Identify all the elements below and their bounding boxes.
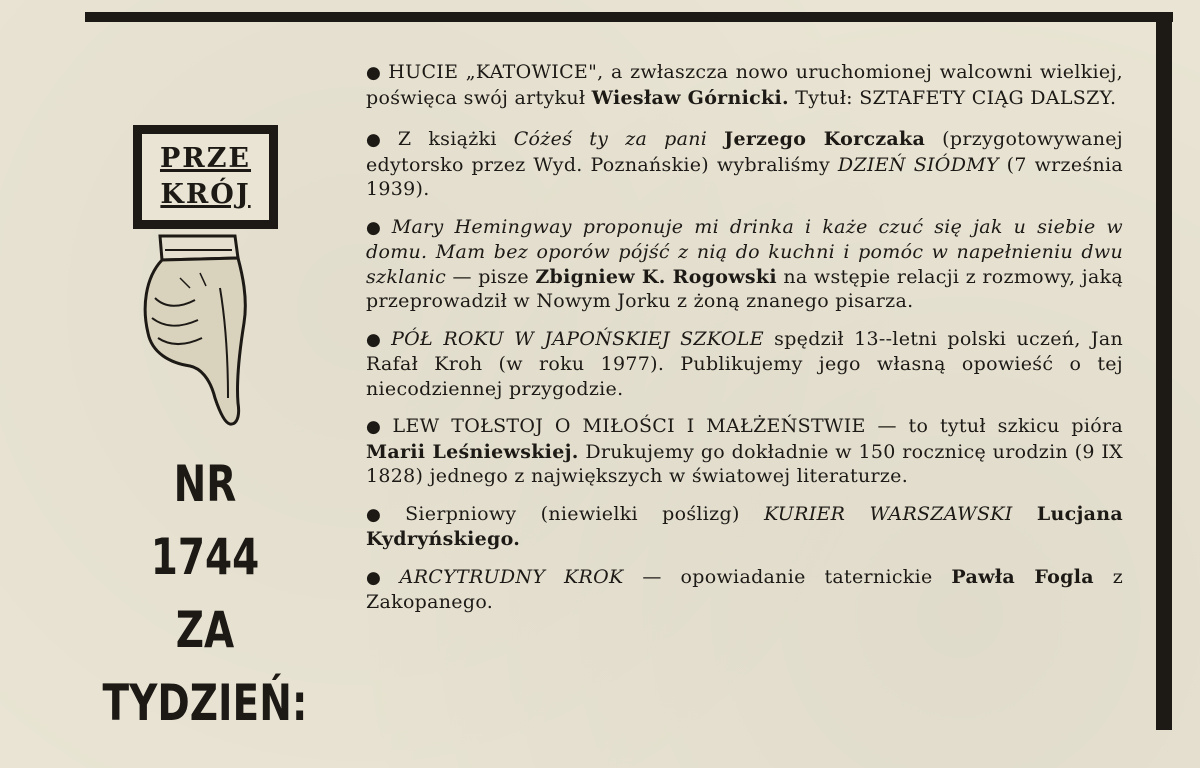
bullet-icon: ● [366,130,392,150]
frame-right-border [1156,12,1172,730]
list-item: ● ARCYTRUDNY KROK — opowiadanie taternickie Pawła Fogla z Zakopanego. [366,565,1124,613]
bullet-icon: ● [366,217,386,238]
issue-number: 1744 [150,528,260,586]
contents-column [366,60,1123,628]
frame-top-border [85,12,1173,22]
issue-label-za: ZA [175,601,235,659]
list-item: ● Mary Hemingway proponuje mi drinka i każe czuć się jak u siebie w domu. Mam bez oporów pójść z nią do kuchni i pomóc w napełnieniu dwu szklanic — pisze Zbigniew K. Rogowski na wstępie relacji z rozmowy, jaką przeprowadził w Nowym Jorku z żoną znanego pisarza. [366,215,1124,312]
list-item: ● LEW TOŁSTOJ O MIŁOŚCI I MAŁŻEŃSTWIE — to tytuł szkicu pióra Marii Leśniewskiej. Drukujemy go dokładnie w 150 rocznicę urodzin (9 IX 1828) jednego z największych w światowej literaturze. [366,415,1124,487]
list-item: ● Z książki Cóżeś ty za pani Jerzego Korczaka (przygotowywanej edytorsko przez Wyd. Poznańskie) wybraliśmy DZIEŃ SIÓDMY (7 września 1939). [366,128,1123,200]
logo-line-2: KRÓJ [160,179,251,210]
issue-label-nr: NR [173,455,237,513]
pointing-hand-icon [140,228,258,428]
bullet-icon: ● [366,329,386,350]
przekroj-logo [133,125,278,229]
logo-line-1: PRZE [159,143,252,174]
list-item: ● HUCIE „KATOWICE", a zwłaszcza nowo uruchomionej walcowni wielkiej, poświęca swój artykuł Wiesław Górnicki. Tytuł: SZTAFETY CIĄG DALSZY. [366,61,1123,109]
bullet-icon: ● [366,63,383,83]
issue-label-tydzien: TYDZIEŃ: [102,674,308,732]
bullet-icon: ● [366,504,400,525]
bullet-icon: ● [366,417,387,437]
bullet-icon: ● [366,567,394,588]
issue-number-block [92,448,318,740]
list-item: ● Sierpniowy (niewielki poślizg) KURIER WARSZAWSKI Lucjana Kydryńskiego. [366,502,1124,550]
list-item: ● PÓŁ ROKU W JAPOŃSKIEJ SZKOLE spędził 13--letni polski uczeń, Jan Rafał Kroh (w roku 1977). Publikujemy jego własną opowieść o tej niecodziennej przygodzie. [366,327,1124,400]
